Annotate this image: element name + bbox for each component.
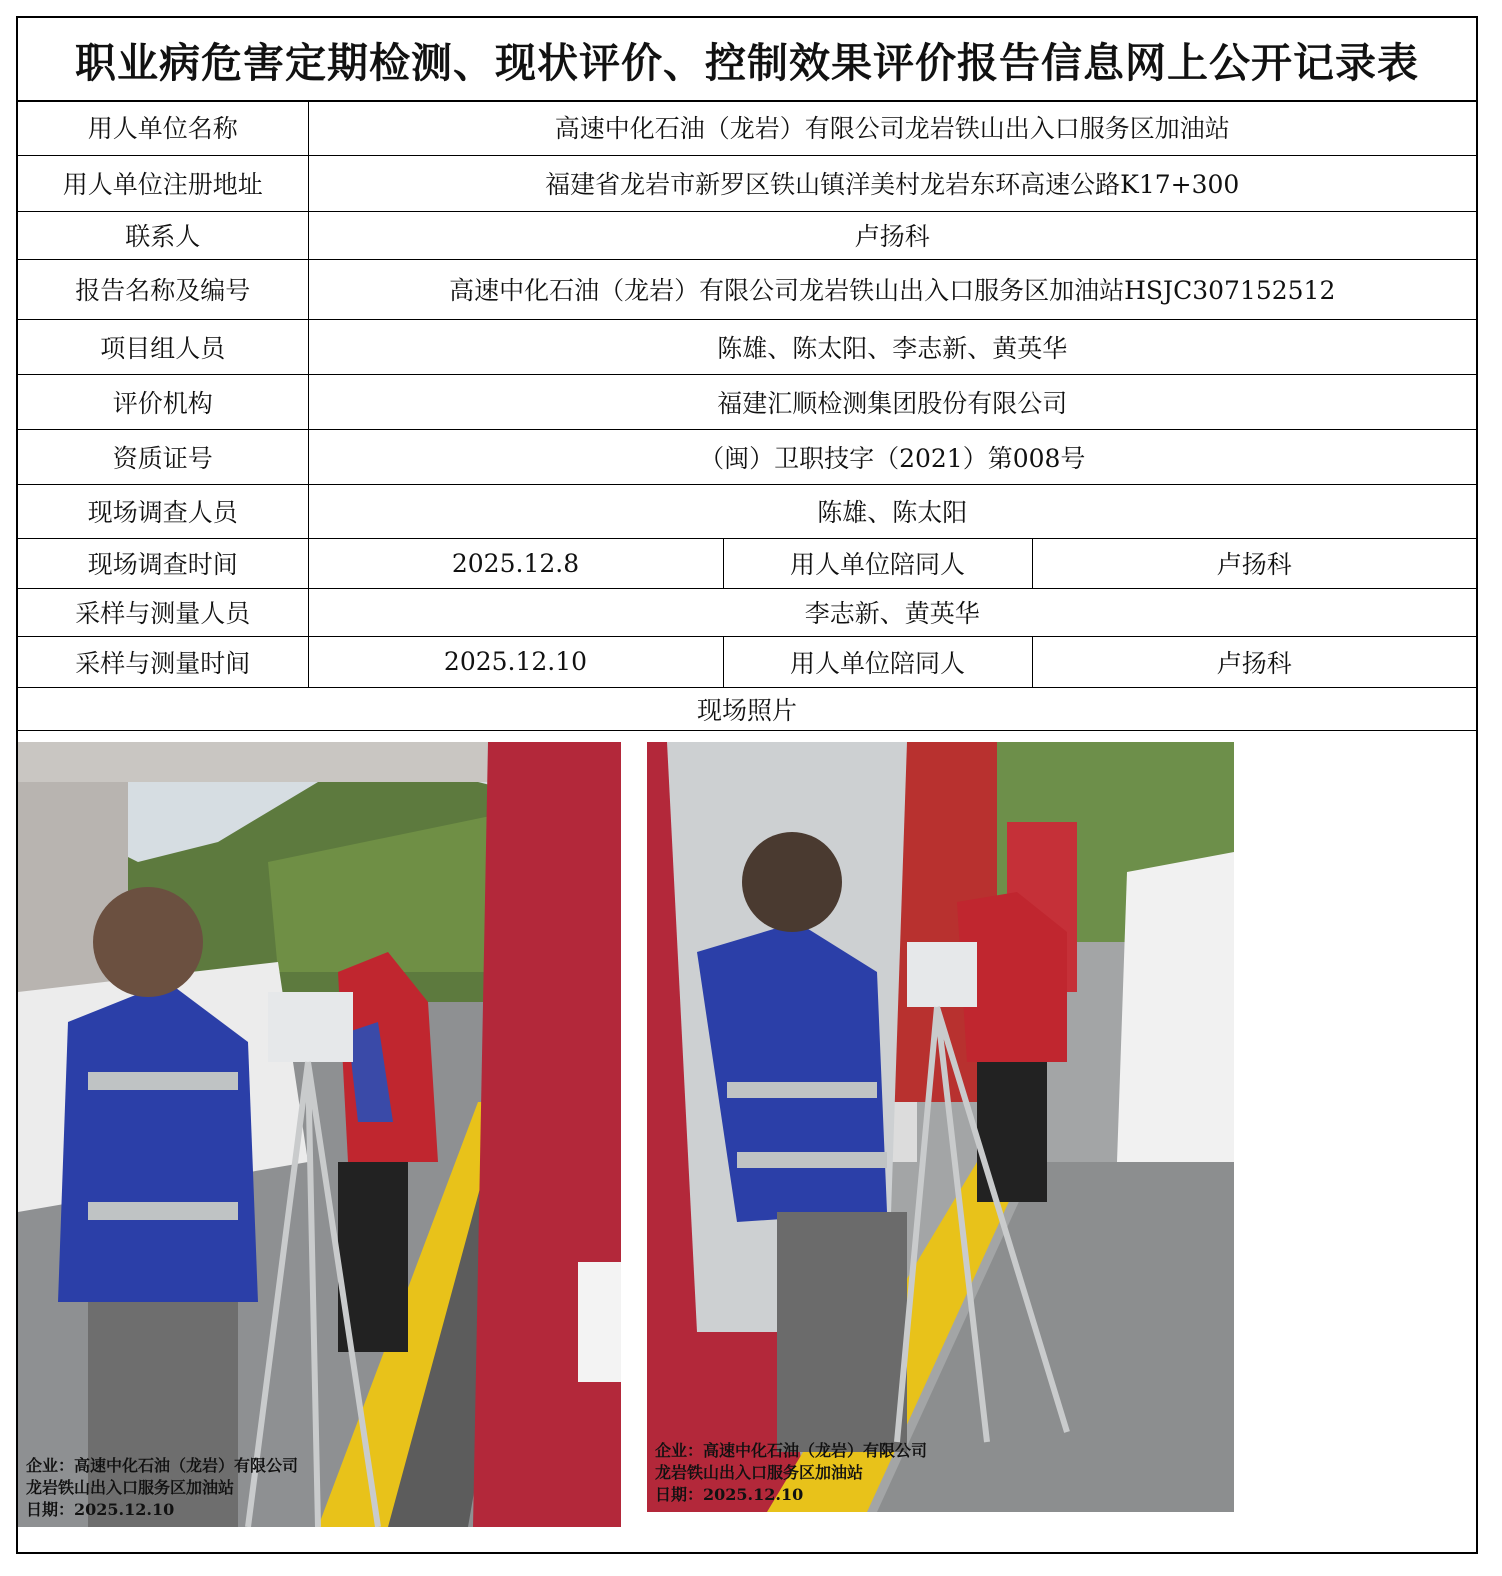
photo-2-stamp — [655, 1440, 927, 1506]
photo-stamp-site: 龙岩铁山出入口服务区加油站 — [26, 1478, 235, 1497]
qualification-value: （闽）卫职技字（2021）第008号 — [308, 429, 1476, 484]
table-row — [18, 211, 1476, 259]
site-photo-2 — [647, 742, 1234, 1512]
record-form — [16, 16, 1478, 1554]
report-value: 高速中化石油（龙岩）有限公司龙岩铁山出入口服务区加油站HSJC307152512 — [308, 259, 1476, 319]
table-row — [18, 538, 1476, 588]
photo-stamp-date: 日期：2025.12.10 — [655, 1485, 804, 1504]
row-label: 采样与测量人员 — [18, 588, 308, 636]
row-label: 现场调查时间 — [18, 538, 308, 588]
row-label: 现场调查人员 — [18, 484, 308, 538]
escort-value: 卢扬科 — [1032, 636, 1476, 687]
table-row — [18, 259, 1476, 319]
row-label: 采样与测量时间 — [18, 636, 308, 687]
table-row — [18, 319, 1476, 374]
agency-value: 福建汇顺检测集团股份有限公司 — [308, 374, 1476, 429]
table-row — [18, 687, 1476, 730]
escort-value: 卢扬科 — [1032, 538, 1476, 588]
table-row — [18, 429, 1476, 484]
contact-value: 卢扬科 — [308, 211, 1476, 259]
sampling-time-value: 2025.12.10 — [308, 636, 723, 687]
escort-label: 用人单位陪同人 — [723, 636, 1032, 687]
employer-name-value: 高速中化石油（龙岩）有限公司龙岩铁山出入口服务区加油站 — [308, 100, 1476, 155]
table-row — [18, 155, 1476, 211]
table-row — [18, 100, 1476, 155]
sampling-staff-value: 李志新、黄英华 — [308, 588, 1476, 636]
photo-area — [18, 730, 1476, 1552]
row-label: 报告名称及编号 — [18, 259, 308, 319]
row-label: 评价机构 — [18, 374, 308, 429]
row-label: 用人单位名称 — [18, 100, 308, 155]
row-label: 项目组人员 — [18, 319, 308, 374]
row-label: 联系人 — [18, 211, 308, 259]
photos-header: 现场照片 — [18, 687, 1476, 730]
table-row — [18, 374, 1476, 429]
site-photo-1 — [18, 742, 621, 1527]
photo-stamp-date: 日期：2025.12.10 — [26, 1500, 175, 1519]
row-label: 用人单位注册地址 — [18, 155, 308, 211]
survey-time-value: 2025.12.8 — [308, 538, 723, 588]
site-photo-1-image — [18, 742, 621, 1527]
escort-label: 用人单位陪同人 — [723, 538, 1032, 588]
table-row — [18, 636, 1476, 687]
photo-1-stamp — [26, 1455, 298, 1521]
project-team-value: 陈雄、陈太阳、李志新、黄英华 — [308, 319, 1476, 374]
table-row — [18, 588, 1476, 636]
row-label: 资质证号 — [18, 429, 308, 484]
table-row — [18, 484, 1476, 538]
info-table — [18, 100, 1476, 731]
site-photo-2-image — [647, 742, 1234, 1512]
photo-stamp-company: 企业：高速中化石油（龙岩）有限公司 — [655, 1441, 928, 1460]
survey-staff-value: 陈雄、陈太阳 — [308, 484, 1476, 538]
page-title: 职业病危害定期检测、现状评价、控制效果评价报告信息网上公开记录表 — [18, 18, 1476, 102]
photo-stamp-company: 企业：高速中化石油（龙岩）有限公司 — [26, 1456, 299, 1475]
employer-address-value: 福建省龙岩市新罗区铁山镇洋美村龙岩东环高速公路K17+300 — [308, 155, 1476, 211]
photo-stamp-site: 龙岩铁山出入口服务区加油站 — [655, 1463, 864, 1482]
